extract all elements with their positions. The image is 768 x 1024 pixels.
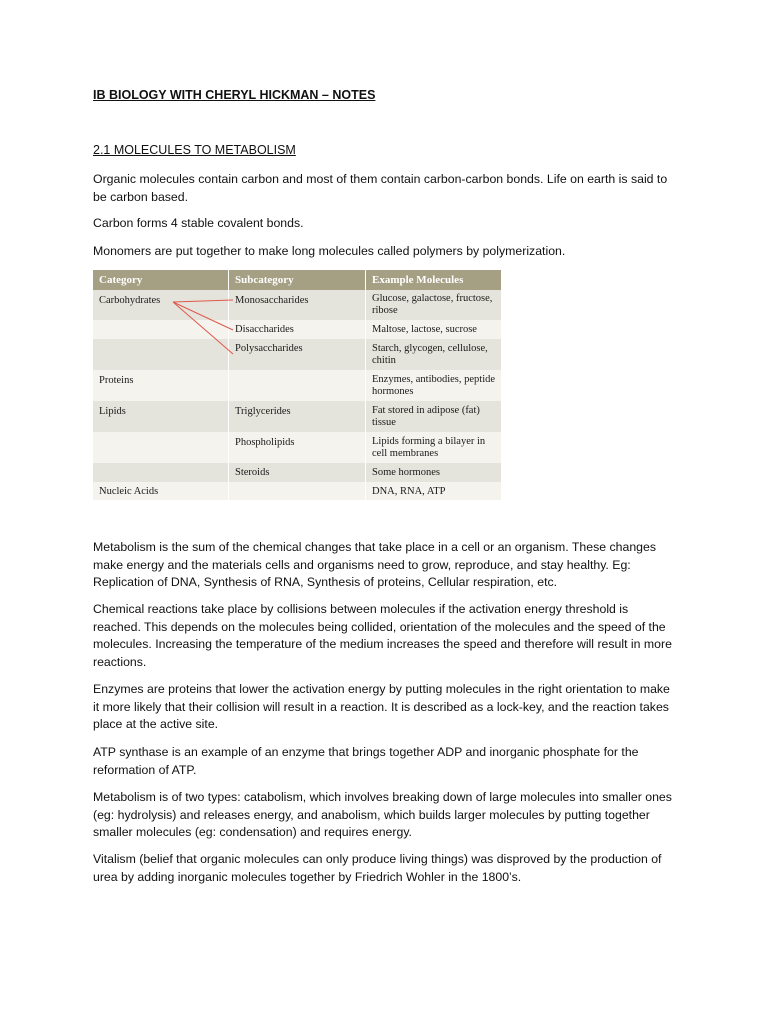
table-cell-subcategory: Phospholipids [235,437,295,448]
table-cell-examples: DNA, RNA, ATP [372,486,446,497]
intro-paragraph: Carbon forms 4 stable covalent bonds. [93,216,304,230]
connector-line-polysaccharides [173,302,233,354]
connector-line-disaccharides [173,302,233,330]
table-cell-examples: Enzymes, antibodies, peptide hormones [372,374,496,397]
table-cell-subcategory: Polysaccharides [235,343,303,354]
section-heading: 2.1 MOLECULES TO METABOLISM [93,143,296,157]
carbohydrate-connector-lines [93,270,501,500]
table-cell-examples: Some hormones [372,467,440,478]
body-paragraph: Vitalism (belief that organic molecules can only produce living things) was disproved by the production of urea by adding inorganic molecules together by Friedrich Wohler in the 1800’s. [93,852,662,884]
body-paragraph: ATP synthase is an example of an enzyme that brings together ADP and inorganic phosphate for the reformation of ATP. [93,745,639,777]
intro-paragraph: Organic molecules contain carbon and most of them contain carbon-carbon bonds. Life on earth is said to be carbon based. [93,172,668,204]
connector-line-monosaccharides [173,300,233,302]
body-paragraph: Metabolism is of two types: catabolism, which involves breaking down of large molecules into smaller ones (eg: hydrolysis) and releases energy, and anabolism, which builds larger molecules by putting together smaller molecules (eg: condensation) and requires energy. [93,790,672,840]
table-header-subcategory: Subcategory [229,270,365,290]
table-cell-category: Proteins [99,375,134,386]
molecules-table [93,270,501,500]
body-paragraph: Chemical reactions take place by collisions between molecules if the activation energy threshold is reached. This depends on the molecules being collided, orientation of the molecules and the speed of the molecules. Increasing the temperature of the medium increases the speed and therefore will result in more reactions. [93,602,672,669]
table-cell-subcategory: Steroids [235,467,270,478]
table-cell-subcategory: Triglycerides [235,406,291,417]
table-cell-subcategory: Monosaccharides [235,295,309,306]
table-cell-subcategory: Disaccharides [235,324,294,335]
table-cell-category: Carbohydrates [99,295,161,306]
document-title: IB BIOLOGY WITH CHERYL HICKMAN – NOTES [93,88,376,102]
table-cell-examples: Maltose, lactose, sucrose [372,324,477,335]
table-header-category: Category [93,270,228,290]
table-cell-examples: Glucose, galactose, fructose, ribose [372,293,493,316]
table-cell-examples: Fat stored in adipose (fat) tissue [372,405,480,428]
intro-paragraph: Monomers are put together to make long molecules called polymers by polymerization. [93,244,566,258]
table-cell-examples: Starch, glycogen, cellulose, chitin [372,343,488,366]
body-paragraph: Enzymes are proteins that lower the activation energy by putting molecules in the right orientation to make it more likely that their collision will result in a reaction. It is described as a lock-key, and the reaction takes place at the active site. [93,682,670,732]
body-paragraph: Metabolism is the sum of the chemical changes that take place in a cell or an organism. These changes make energy and the materials cells and organisms need to grow, reproduce, and stay healthy. Eg: Replication of DNA, Synthesis of RNA, Synthesis of proteins, Cellular respiration, etc. [93,540,656,590]
table-cell-category: Nucleic Acids [99,486,159,497]
table-cell-category: Lipids [99,406,126,417]
table-cell-examples: Lipids forming a bilayer in cell membranes [372,436,486,459]
table-header-examples: Example Molecules [366,270,501,290]
